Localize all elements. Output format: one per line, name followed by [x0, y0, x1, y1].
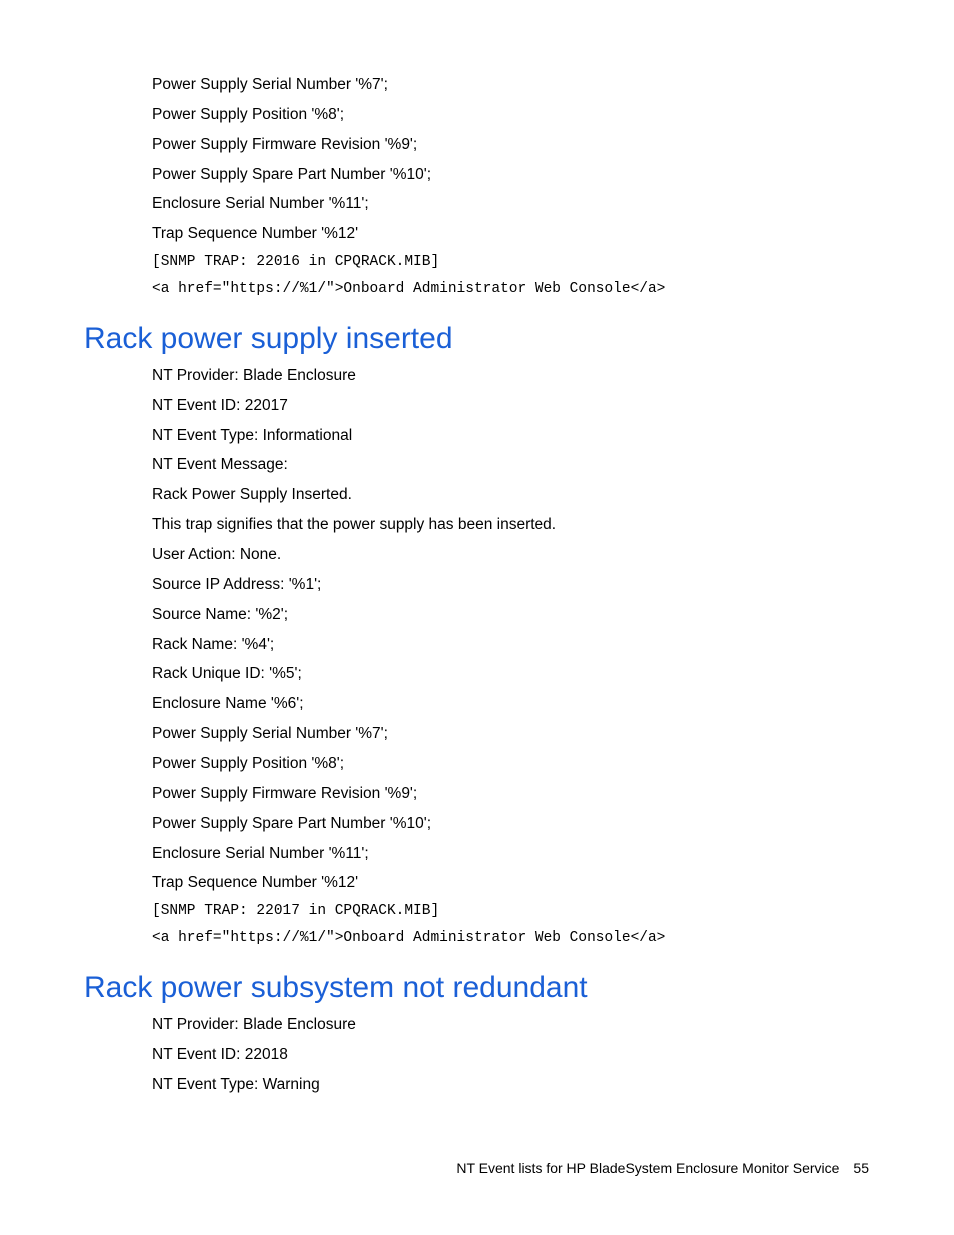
text-line: This trap signifies that the power supply has been inserted. — [152, 516, 557, 533]
text-line: NT Event Type: Informational — [152, 427, 353, 444]
page-footer — [456, 1158, 869, 1178]
text-line: User Action: None. — [152, 546, 282, 563]
text-line: NT Event Message: — [152, 456, 288, 473]
text-line: Trap Sequence Number '%12' — [152, 874, 359, 891]
text-line: Enclosure Serial Number '%11'; — [152, 845, 369, 862]
code-line: [SNMP TRAP: 22016 in CPQRACK.MIB] — [152, 254, 440, 270]
section-heading: Rack power subsystem not redundant — [84, 971, 588, 1004]
text-line: NT Provider: Blade Enclosure — [152, 1016, 356, 1033]
text-line: Rack Name: '%4'; — [152, 636, 275, 653]
text-line: Power Supply Spare Part Number '%10'; — [152, 166, 432, 183]
code-line: <a href="https://%1/">Onboard Administrator Web Console</a> — [152, 281, 666, 297]
text-line: Power Supply Position '%8'; — [152, 106, 345, 123]
text-line: Source IP Address: '%1'; — [152, 576, 322, 593]
text-line: Trap Sequence Number '%12' — [152, 225, 359, 242]
text-line: NT Event Type: Warning — [152, 1076, 320, 1093]
footer-text: NT Event lists for HP BladeSystem Enclosure Monitor Service — [456, 1160, 840, 1176]
text-line: Power Supply Firmware Revision '%9'; — [152, 136, 418, 153]
text-line: Power Supply Spare Part Number '%10'; — [152, 815, 432, 832]
text-line: NT Event ID: 22017 — [152, 397, 288, 414]
code-line: <a href="https://%1/">Onboard Administrator Web Console</a> — [152, 930, 666, 946]
text-line: NT Provider: Blade Enclosure — [152, 367, 356, 384]
text-line: Rack Unique ID: '%5'; — [152, 665, 302, 682]
text-line: Power Supply Serial Number '%7'; — [152, 76, 388, 93]
text-line: Power Supply Firmware Revision '%9'; — [152, 785, 418, 802]
page-number: 55 — [853, 1160, 869, 1176]
text-line: Enclosure Name '%6'; — [152, 695, 304, 712]
code-line: [SNMP TRAP: 22017 in CPQRACK.MIB] — [152, 903, 440, 919]
text-line: Power Supply Position '%8'; — [152, 755, 345, 772]
text-line: Enclosure Serial Number '%11'; — [152, 195, 369, 212]
section-heading: Rack power supply inserted — [84, 322, 453, 355]
text-line: Source Name: '%2'; — [152, 606, 289, 623]
text-line: Rack Power Supply Inserted. — [152, 486, 352, 503]
text-line: NT Event ID: 22018 — [152, 1046, 288, 1063]
text-line: Power Supply Serial Number '%7'; — [152, 725, 388, 742]
